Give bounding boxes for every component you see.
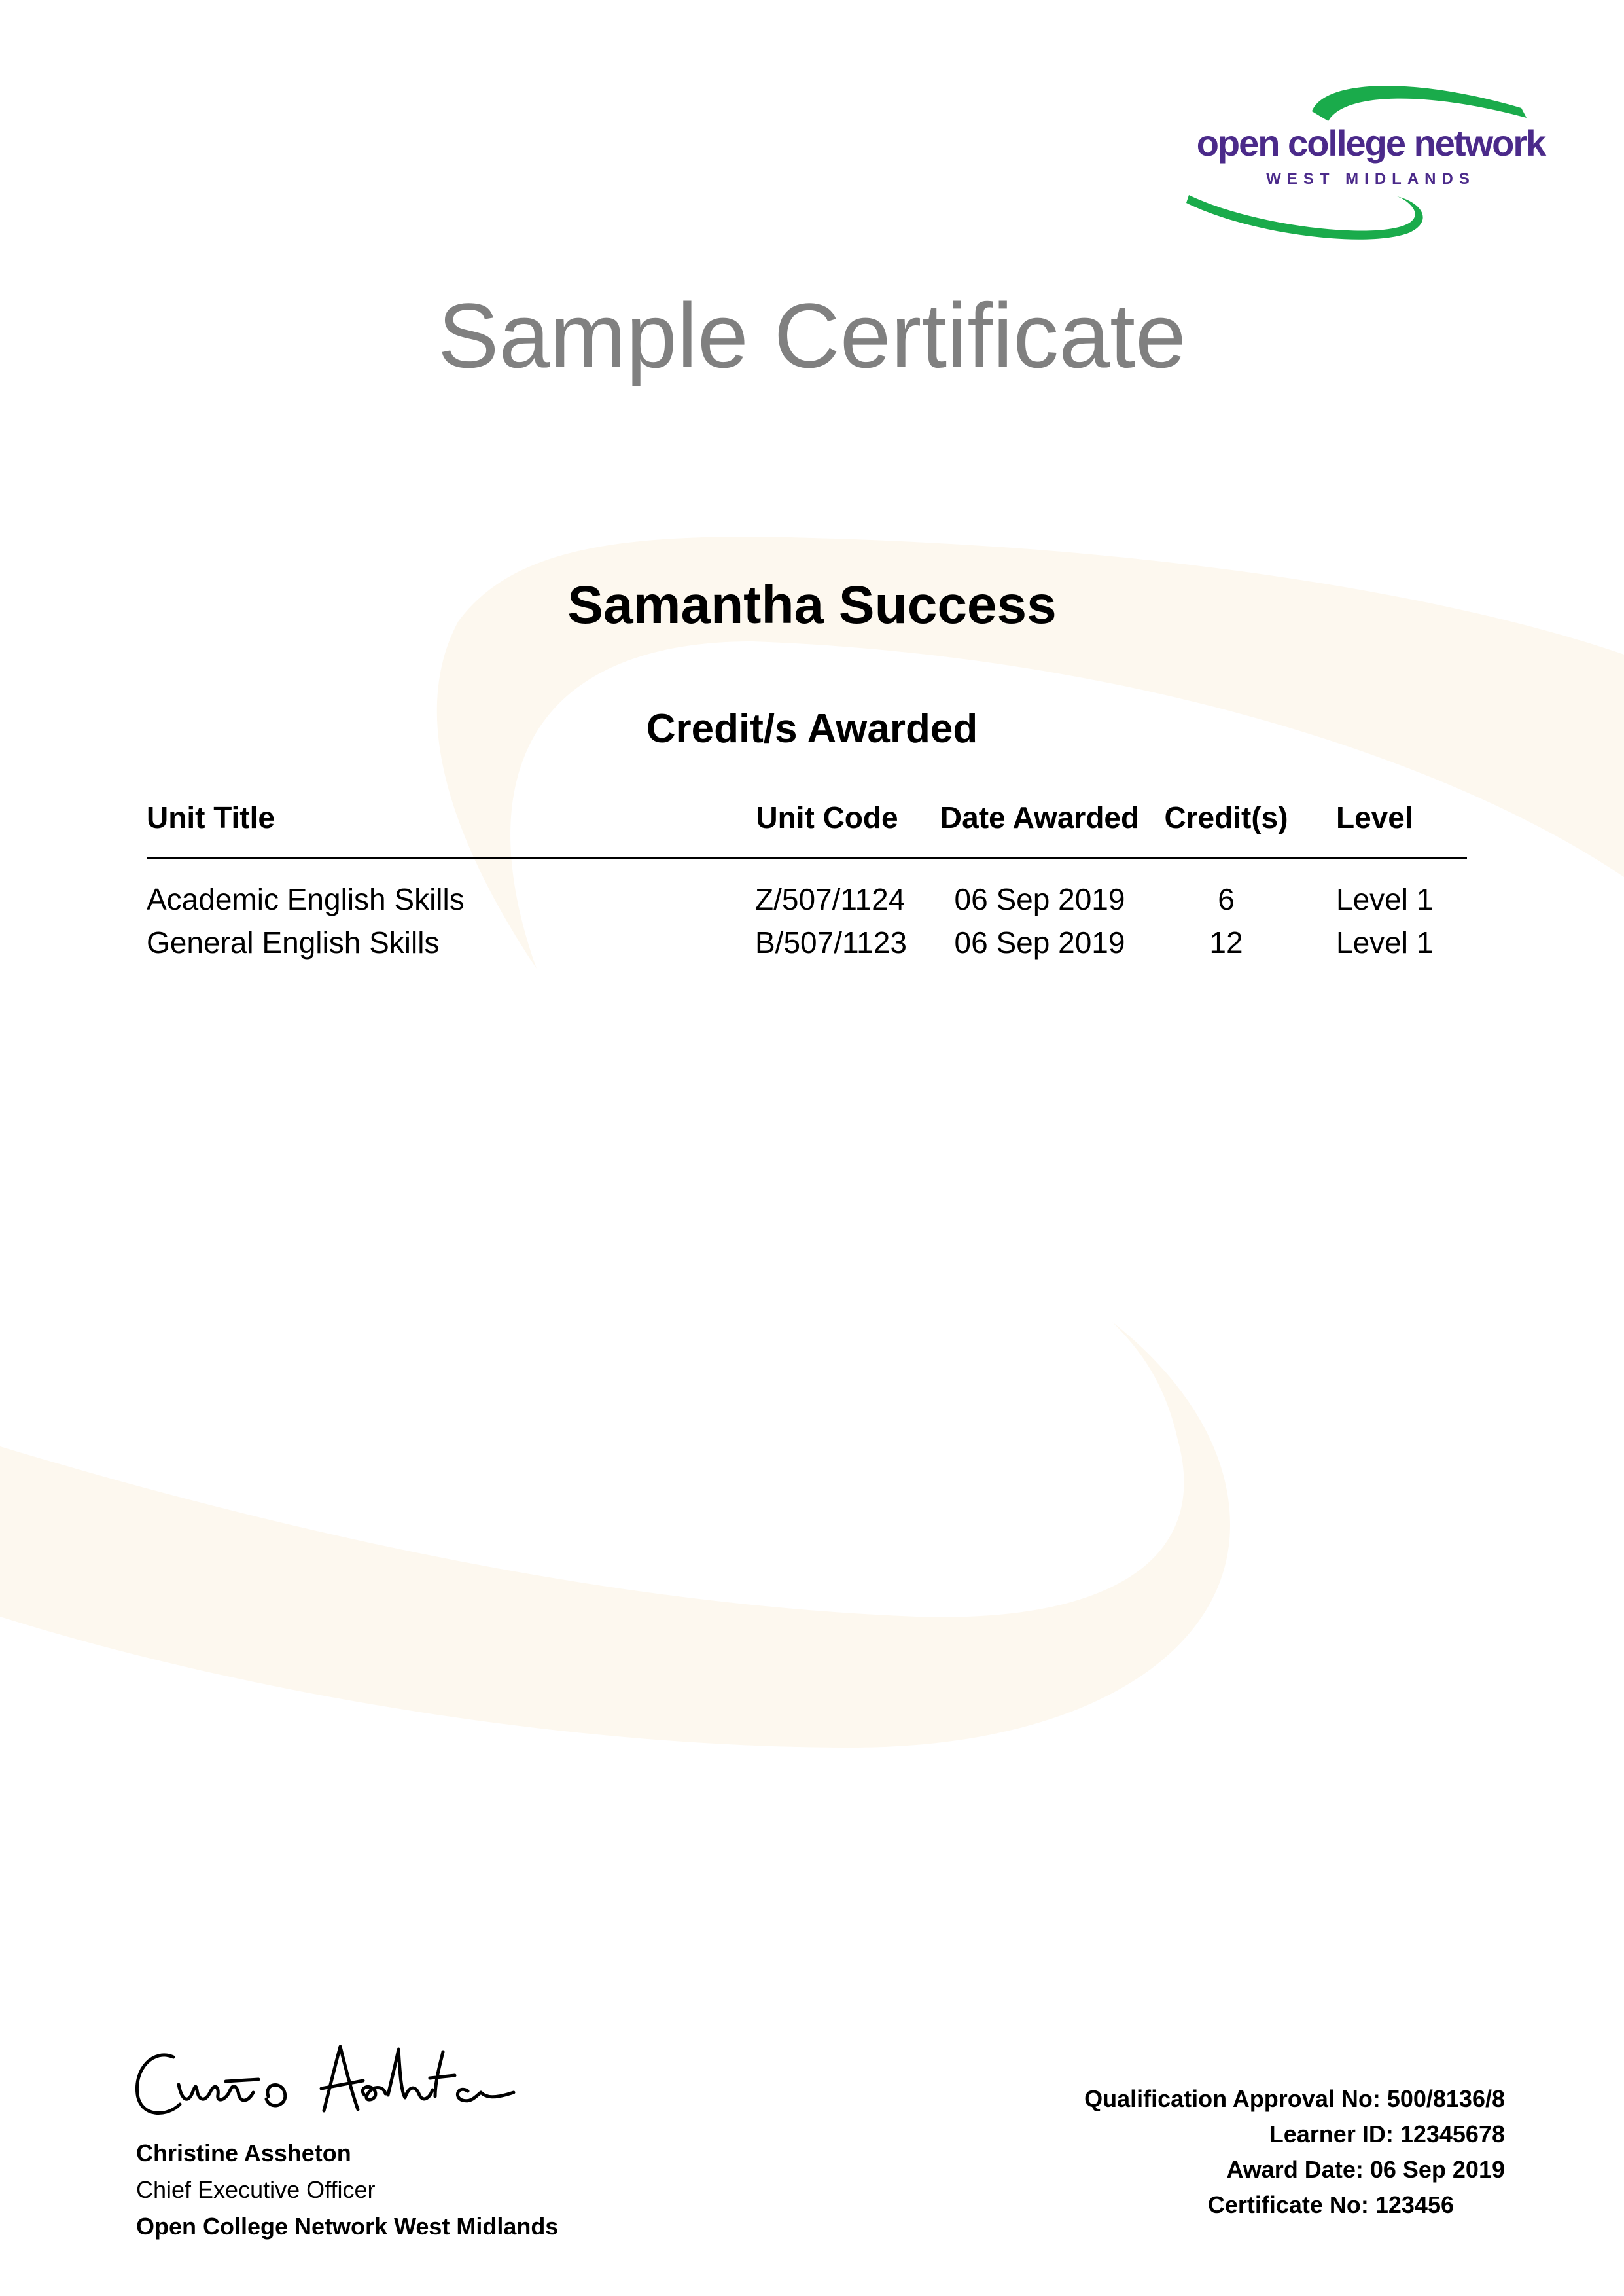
logo-subtitle: WEST MIDLANDS bbox=[1266, 170, 1475, 188]
unit-code-cell: Z/507/1124 bbox=[755, 882, 906, 916]
date-awarded-cell: 06 Sep 2019 bbox=[954, 882, 1125, 916]
credits-cell: 6 bbox=[1218, 882, 1235, 916]
learner-id: Learner ID: 12345678 bbox=[1269, 2121, 1505, 2147]
certificate-title: Sample Certificate bbox=[438, 284, 1186, 387]
learner-name: Samantha Success bbox=[567, 575, 1057, 635]
qualification-approval-number: Qualification Approval No: 500/8136/8 bbox=[1084, 2085, 1505, 2112]
header-credits: Credit(s) bbox=[1164, 800, 1288, 834]
credits-table bbox=[147, 800, 1467, 968]
signatory-name: Christine Assheton bbox=[136, 2140, 351, 2166]
credits-heading: Credit/s Awarded bbox=[646, 706, 978, 751]
credits-cell: 12 bbox=[1209, 925, 1243, 960]
header-unit-code: Unit Code bbox=[756, 800, 898, 834]
table-row bbox=[147, 882, 1467, 925]
table-header-row bbox=[147, 800, 1467, 859]
header-level: Level bbox=[1336, 800, 1413, 834]
unit-title-cell: Academic English Skills bbox=[147, 882, 465, 916]
header-date-awarded: Date Awarded bbox=[940, 800, 1140, 834]
signatory-organisation: Open College Network West Midlands bbox=[136, 2213, 559, 2240]
ocn-logo bbox=[1181, 72, 1547, 242]
table-row bbox=[147, 925, 1467, 968]
logo-name: open college network bbox=[1196, 122, 1545, 164]
signatory-role: Chief Executive Officer bbox=[136, 2176, 376, 2203]
header-unit-title: Unit Title bbox=[147, 800, 275, 834]
level-cell: Level 1 bbox=[1336, 882, 1434, 916]
unit-title-cell: General English Skills bbox=[147, 925, 440, 960]
date-awarded-cell: 06 Sep 2019 bbox=[954, 925, 1125, 960]
level-cell: Level 1 bbox=[1336, 925, 1434, 960]
award-date: Award Date: 06 Sep 2019 bbox=[1226, 2156, 1505, 2183]
signatory-block bbox=[136, 2135, 558, 2245]
unit-code-cell: B/507/1123 bbox=[755, 925, 907, 960]
handwritten-signature bbox=[128, 2032, 520, 2130]
certificate-number: Certificate No: 123456 bbox=[1207, 2191, 1454, 2218]
